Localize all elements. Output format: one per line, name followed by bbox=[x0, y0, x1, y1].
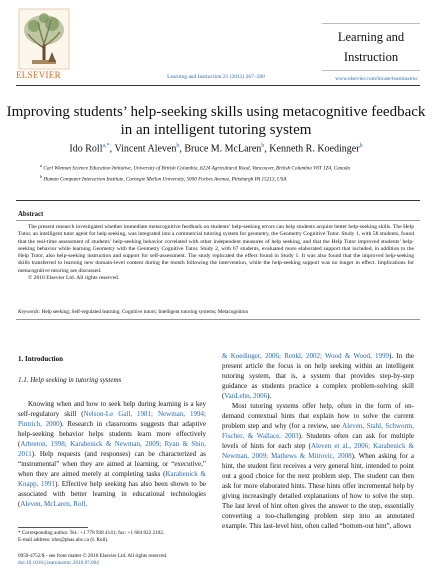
citation-link[interactable]: VanLehn, 2006 bbox=[224, 392, 268, 400]
author-name[interactable]: Vincent Aleven bbox=[114, 143, 177, 155]
author-name[interactable]: Bruce M. McLaren bbox=[184, 143, 262, 155]
affiliation: $^a$ Carl Wieman Science Education Initiative, University of British Columbia, 6224 Agricultural Road, Vancouver, British Columbia V6T 1Z4, Canada bbox=[40, 163, 351, 172]
right-column-paragraph bbox=[222, 401, 414, 531]
citation-link[interactable]: Aleven, McLaren, Roll, bbox=[20, 500, 88, 508]
author-affiliation-mark[interactable]: a,* bbox=[102, 143, 110, 149]
keywords bbox=[18, 309, 414, 315]
left-column-paragraph bbox=[18, 399, 206, 509]
footnote bbox=[18, 530, 218, 544]
keywords-text: Help seeking; Self-regulated learning; Cognitive tutors; Intelligent tutoring systems; Metacognition bbox=[41, 309, 249, 315]
elsevier-tree-logo-icon bbox=[18, 8, 70, 70]
corresponding-author-note: * Corresponding author. Tel.: +1 778 938 4141; fax: +1 604 822 2102. bbox=[18, 530, 165, 536]
keywords-rule bbox=[16, 319, 420, 320]
header-rule bbox=[16, 85, 420, 86]
citation-link[interactable]: Aleven et al., 2006; Karabenick & Newman, 2009; Mathews & Mitrovic, 2008 bbox=[222, 442, 414, 460]
keywords-label: Keywords: bbox=[18, 309, 41, 315]
text-run: ). Students often can ask for multiple levels of hints for each step ( bbox=[222, 432, 414, 450]
abstract-body bbox=[18, 224, 414, 282]
citation-link[interactable]: Nelson-Le Gall, 1981; Newman, 1994; Pintrich, 2000 bbox=[18, 410, 206, 428]
author-list: Ido Roll$^{a,*}$, Vincent Aleven$^b$, Bruce M. McLaren$^b$, Kenneth R. Koedinger$^b$ bbox=[69, 143, 363, 155]
citation-link[interactable]: Arbreton, 1998; Karabenick & Newman, 2009; Ryan & Shin, 2011 bbox=[18, 440, 206, 458]
text-run: Knowing when and how to seek help during learning is a key self-regulatory skill ( bbox=[18, 400, 206, 418]
author-affiliation-mark[interactable]: b bbox=[261, 143, 265, 149]
text-run: ). bbox=[267, 392, 272, 400]
author-affiliation-mark[interactable]: b bbox=[176, 143, 180, 149]
journal-reference[interactable]: Learning and Instruction 21 (2011) 267–280 bbox=[167, 74, 265, 80]
page-footer bbox=[18, 553, 218, 567]
text-run: ). Help requests (and responses) can be characterized as “instrumental” when they are aimed at learning, or “executive,” when they are aimed merely at completing tasks ( bbox=[18, 450, 206, 478]
article-title: Improving students’ help-seeking skills using metacognitive feedback in an intelligent tutoring system bbox=[6, 104, 426, 138]
citation-link[interactable]: & Koedinger, 2006; Renkl, 2002; Wood & Wood, 1999 bbox=[222, 352, 389, 360]
journal-title-line1: Learning and bbox=[337, 30, 405, 44]
section-rule bbox=[16, 200, 420, 201]
author-name[interactable]: Ido Roll bbox=[69, 143, 103, 155]
right-column bbox=[222, 351, 414, 531]
author-affiliation-mark[interactable]: b bbox=[359, 143, 363, 149]
citation-link[interactable]: Karabenick & Knapp, 1991 bbox=[18, 470, 206, 488]
subsection-heading: 1.1. Help seeking in tutoring systems bbox=[18, 376, 122, 384]
text-run: ). When asking for a hint, the student first receives a very general hint, intended to point out a good choice for the next problem step. The student can then ask for more elaborated hints. These hints offer incremental help by giving increasingly detailed explanations of how to solve the step. The last level of hint often gives the answer to the step, essentially converting a too-challenging problem step into an annotated example. This last-level hint, often called “bottom-out hint”, allows bbox=[222, 452, 414, 530]
right-column-paragraph bbox=[222, 351, 414, 401]
front-matter-note: 0959-4752/$ - see front matter © 2010 Elsevier Ltd. All rights reserved. bbox=[18, 553, 168, 559]
affiliation: $^b$ Human Computer Interaction Institute, Carnegie Mellon University, 5000 Forbes Avenue, Pittsburgh PA 15213, USA bbox=[40, 173, 287, 183]
divider bbox=[322, 70, 420, 71]
journal-title-box bbox=[322, 20, 420, 74]
abstract-copyright: © 2010 Elsevier Ltd. All rights reserved. bbox=[28, 275, 120, 282]
section-heading: 1. Introduction bbox=[18, 355, 63, 363]
journal-title-line2: Instruction bbox=[343, 50, 399, 64]
divider bbox=[322, 23, 420, 24]
abstract-text: The present research investigated whether immediate metacognitive feedback on students’ help-seeking errors can help students acquire better help-seeking skills. The Help Tutor, an intelligent tutor agent for help seeking, was integrated into a commercial tutoring system for geometry, the Geometry Cognitive Tutor. Study 1, with 58 students, found that the real-time assessment of students’ help-seeking behavior correlated with other independent measures of help seeking, and that the Help Tutor improved students’ help-seeking behavior while learning Geometry with the Geometry Cognitive Tutor. Study 2, with 67 students, evaluated more elaborated support that included, in addition to the Help Tutor, also help-seeking instruction and support for self-assessment. The study replicated the effect found in Study 1. It was also found that the improved help-seeking skills transferred to learning new domain-level content during the month following the intervention, while the help-seeking support was no longer in effect. Implications for metacognitive tutoring are discussed. bbox=[18, 224, 414, 274]
text-run: ). Research in classrooms suggests that adaptive help-seeking behavior helps students learn more effectively ( bbox=[18, 420, 207, 448]
abstract-rule bbox=[16, 220, 420, 221]
abstract-heading: Abstract bbox=[18, 211, 44, 218]
footnote-rule bbox=[18, 527, 88, 528]
affiliations bbox=[40, 162, 392, 183]
author-name[interactable]: Kenneth R. Koedinger bbox=[269, 143, 360, 155]
doi-link[interactable]: doi:10.1016/j.learninstruc.2010.07.004 bbox=[18, 560, 99, 566]
text-run: Most tutoring systems offer help, often in the form of on-demand contextual hints that explain how to solve the current problem step and why (for a review, see bbox=[222, 402, 414, 430]
publisher-name: ELSEVIER bbox=[16, 70, 61, 80]
citation-link[interactable]: Aleven, Stahl, Schworm, Fischer, & Wallace, 2003 bbox=[222, 422, 415, 440]
journal-homepage-link[interactable]: www.elsevier.com/locate/learninstruc bbox=[335, 76, 418, 82]
text-run: ). In the present article the focus is on help seeking within an intelligent tutoring system, that is, a system that provides step-by-step guidance as students practice a complex problem-solving skill ( bbox=[222, 352, 414, 400]
text-run: ). Effective help seeking has also been shown to be associated with better learning in educational technologies ( bbox=[18, 480, 206, 508]
email-note[interactable]: E-mail address: idor@phas.ubc.ca (I. Roll). bbox=[18, 537, 109, 543]
